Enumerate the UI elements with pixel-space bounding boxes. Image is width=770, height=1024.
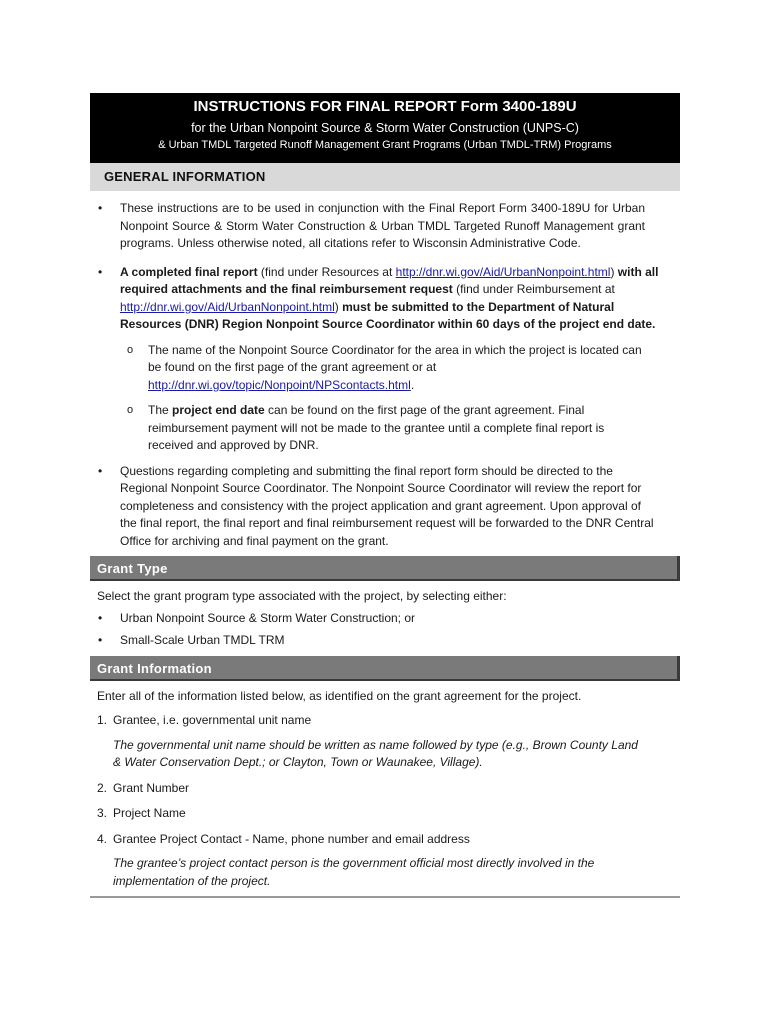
item-number: 2. (97, 780, 108, 795)
item-label: Grantee, i.e. governmental unit name (113, 713, 312, 727)
list-item (90, 712, 640, 772)
document-subtitle-2: & Urban TMDL Targeted Runoff Management Grant Programs (Urban TMDL-TRM) Programs (158, 139, 612, 151)
list-item (90, 463, 660, 551)
item-note: The governmental unit name should be written as name followed by type (e.g., Brown County Land & Water Conservation Dept.; or Clayton, Town or Waunakee, Village). (113, 737, 638, 769)
bold-text: with all required attachments and the final reimbursement request (120, 264, 659, 296)
list-item (90, 200, 680, 253)
item-number: 3. (97, 806, 108, 820)
list-item: • Urban Nonpoint Source & Storm Water Construction; or (90, 610, 680, 628)
grant-information-heading: Grant Information (90, 656, 680, 681)
title-banner (90, 93, 680, 163)
bold-text: must be submitted to the Department of Natural Resources (DNR) Region Nonpoint Source Coordinator within 60 days of the project end date. (120, 299, 656, 331)
list-item: • A completed final report (find under Resources at http://dnr.wi.gov/Aid/UrbanNonpoint.html) with all required attachments and the final reimbursement request (find under Reimbursement at http://dnr.wi.gov/Aid/UrbanNonpoint.html) must be submitted to the Department of Natural Resources (DNR) Region Nonpoint Source Coordinator within 60 days of the project end date. (90, 264, 680, 334)
list-item: • Small-Scale Urban TMDL TRM (90, 632, 680, 650)
document-subtitle: for the Urban Nonpoint Source & Storm Water Construction (UNPS-C) (191, 121, 579, 135)
general-bullet-3: Questions regarding completing and submitting the final report form should be directed to the Regional Nonpoint Source Coordinator. The Nonpoint Source Coordinator will review the report for completeness and consistency with the project application and grant agreement. Upon approval of the final report, the final report and final reimbursement request will be forwarded to the DNR Central Office for archiving and final payment on the grant. (120, 463, 654, 548)
general-information-list (90, 200, 680, 334)
bottom-divider (90, 896, 680, 898)
urban-nonpoint-link[interactable]: http://dnr.wi.gov/Aid/UrbanNonpoint.html (395, 264, 611, 279)
document-title: INSTRUCTIONS FOR FINAL REPORT Form 3400-189U (193, 98, 577, 115)
document-page (90, 93, 680, 898)
nps-contacts-link[interactable]: http://dnr.wi.gov/topic/Nonpoint/NPScontacts.html (148, 377, 411, 392)
list-item (90, 780, 640, 798)
bold-text: A completed final report (120, 264, 258, 279)
grant-type-heading: Grant Type (90, 556, 680, 581)
item-label: Grant Number (113, 780, 190, 795)
list-item: o The project end date can be found on the first page of the grant agreement. Final reimbursement payment will not be made to the grantee until a complete final report is received and approved by DNR. (90, 402, 650, 455)
general-information-list-2 (90, 463, 680, 551)
reimbursement-link[interactable]: http://dnr.wi.gov/Aid/UrbanNonpoint.html (120, 299, 335, 314)
item-label: Project Name (113, 806, 186, 820)
item-number: 1. (97, 713, 108, 727)
item-label: Grantee Project Contact - Name, phone number and email address (113, 831, 470, 846)
general-bullet-1: These instructions are to be used in conjunction with the Final Report Form 3400-189U for Urban Nonpoint Source & Storm Water Construction & Urban TMDL Targeted Runoff Management grant programs. Unless otherwise noted, all citations refer to Wisconsin Administrative Code. (120, 201, 645, 250)
bold-text: project end date (172, 403, 265, 417)
list-item (90, 805, 640, 823)
item-number: 4. (97, 831, 108, 846)
item-note: The grantee’s project contact person is the government official most directly involved in the implementation of the project. (113, 856, 595, 888)
list-item: o The name of the Nonpoint Source Coordinator for the area in which the project is located can be found on the first page of the grant agreement or at http://dnr.wi.gov/topic/Nonpoint/NPScontacts.html. (90, 342, 650, 395)
list-item (90, 831, 640, 891)
grant-information-list (90, 712, 680, 890)
grant-type-options (90, 610, 680, 650)
sub-list (90, 342, 680, 455)
grant-information-intro: Enter all of the information listed below, as identified on the grant agreement for the project. (97, 688, 582, 703)
grant-type-intro: Select the grant program type associated with the project, by selecting either: (97, 589, 507, 603)
general-information-heading: GENERAL INFORMATION (90, 163, 680, 191)
